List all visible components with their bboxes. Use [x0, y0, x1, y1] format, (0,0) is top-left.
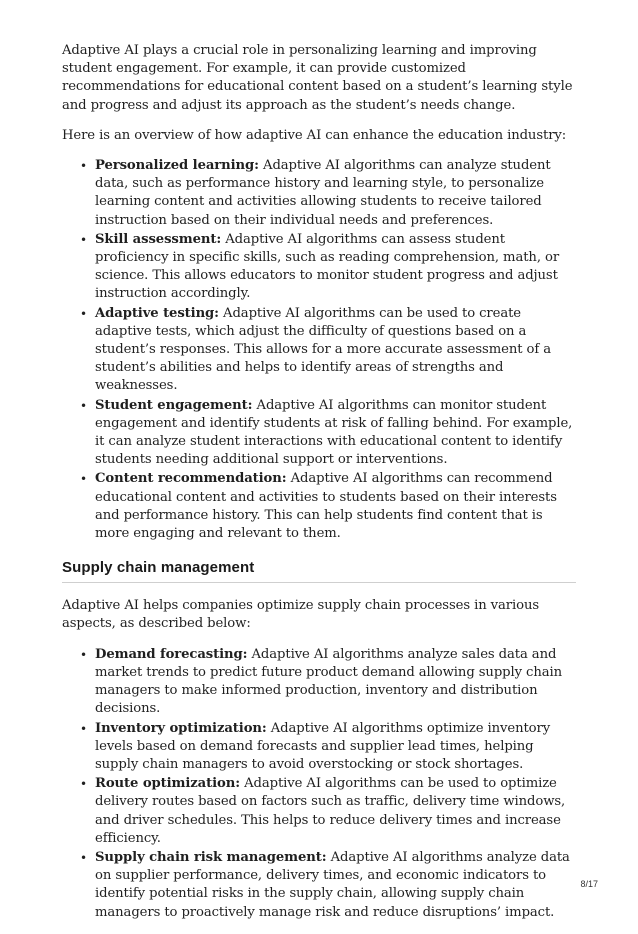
list-item-term: Content recommendation:: [95, 471, 287, 487]
bullet-icon: •: [80, 232, 87, 247]
list-item: [80, 305, 576, 396]
list-item-text: Adaptive AI algorithms can assess student proficiency in specific skills, such as reading comprehension, math, or science. This allows educators to monitor student progress and adjust instruction accordingly.: [95, 231, 560, 302]
document-page: [62, 42, 576, 934]
list-item: [80, 720, 576, 775]
list-item-text: Adaptive AI algorithms analyze data on supplier performance, delivery times, and economic indicators to identify potential risks in the supply chain, allowing supply chain managers to proactively manage risk and reduce disruptions’ impact.: [95, 849, 570, 920]
list-item-term: Supply chain risk management:: [95, 849, 327, 865]
supply-chain-list: [62, 646, 576, 922]
bullet-icon: •: [80, 721, 87, 736]
list-item-text: Adaptive AI algorithms analyze sales data and market trends to predict future product demand allowing supply chain managers to make informed production, inventory and distribution decisions.: [95, 646, 563, 717]
bullet-icon: •: [80, 398, 87, 413]
education-list: [62, 157, 576, 543]
intro-paragraph: Adaptive AI plays a crucial role in personalizing learning and improving student engagement. For example, it can provide customized recommendations for educational content based on a student’s learning style and progress and adjust its approach as the student’s needs change.: [62, 43, 573, 113]
supply-chain-paragraph: Adaptive AI helps companies optimize supply chain processes in various aspects, as described below:: [62, 598, 540, 632]
list-item: [80, 470, 576, 543]
bullet-icon: •: [80, 159, 87, 174]
bullet-icon: •: [80, 850, 87, 865]
page-number: 8/17: [580, 879, 598, 889]
list-item: [80, 849, 576, 922]
list-item-term: Adaptive testing:: [95, 305, 219, 321]
list-item-text: Adaptive AI algorithms can monitor student engagement and identify students at risk of falling behind. For example, it can analyze student interactions with educational content to identify students needing additional support or interventions.: [95, 397, 573, 468]
list-item-term: Personalized learning:: [95, 158, 259, 174]
section-heading: Supply chain management: [62, 559, 576, 583]
list-item-text: Adaptive AI algorithms can be used to create adaptive tests, which adjust the difficulty of questions based on a student’s responses. This allows for a more accurate assessment of a student’s abilities and helps to identify areas of strengths and weaknesses.: [95, 305, 551, 394]
list-item-text: Adaptive AI algorithms can recommend educational content and activities to students based on their interests and performance history. This can help students find content that is more engaging and relevant to them.: [95, 471, 557, 542]
list-item-term: Skill assessment:: [95, 231, 222, 247]
bullet-icon: •: [80, 472, 87, 487]
list-item-text: Adaptive AI algorithms can analyze student data, such as performance history and learning style, to personalize learning content and activities allowing students to receive tailored instruction based on their individual needs and preferences.: [95, 158, 551, 228]
list-item: [80, 157, 576, 230]
list-item-text: Adaptive AI algorithms can be used to optimize delivery routes based on factors such as traffic, delivery time windows, and driver schedules. This helps to reduce delivery times and increase efficiency.: [95, 776, 566, 846]
list-item: [80, 231, 576, 304]
list-item-term: Route optimization:: [95, 776, 240, 792]
list-item: [80, 397, 576, 470]
list-item-term: Demand forecasting:: [95, 646, 248, 662]
list-item-term: Student engagement:: [95, 397, 253, 413]
bullet-icon: •: [80, 777, 87, 792]
overview-paragraph: Here is an overview of how adaptive AI can enhance the education industry:: [62, 127, 567, 143]
bullet-icon: •: [80, 306, 87, 321]
list-item-term: Inventory optimization:: [95, 720, 267, 736]
bullet-icon: •: [80, 647, 87, 662]
list-item: [80, 775, 576, 848]
list-item-text: Adaptive AI algorithms optimize inventory levels based on demand forecasts and supplier lead times, helping supply chain managers to avoid overstocking or stock shortages.: [95, 720, 551, 772]
list-item: [80, 646, 576, 719]
